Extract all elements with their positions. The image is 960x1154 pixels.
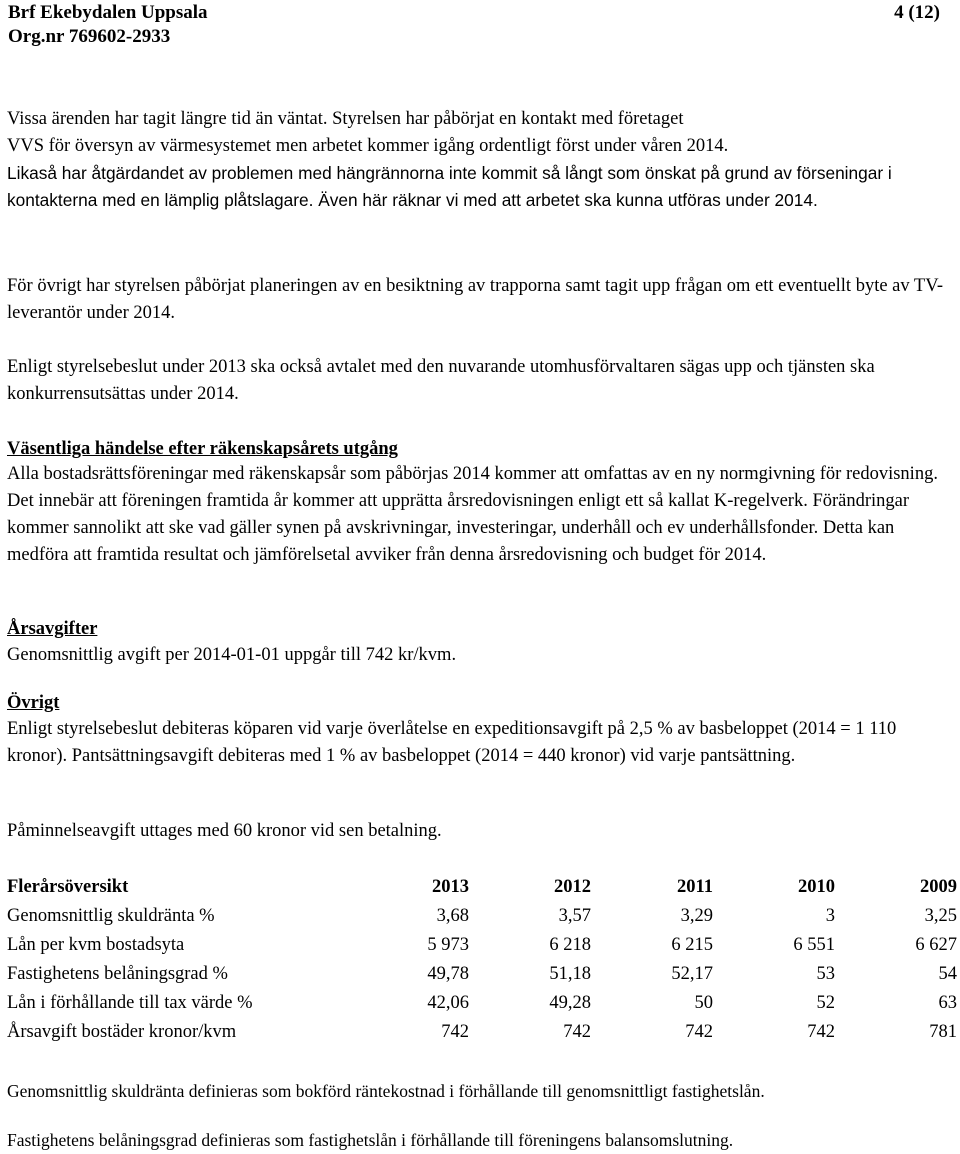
table-cell: 50 [694, 993, 713, 1013]
paragraph-delays-line1: Vissa ärenden har tagit längre tid än väntat. Styrelsen har påbörjat en kontakt med företaget [7, 109, 684, 129]
table-cell: 6 215 [671, 935, 713, 955]
table-cell: 54 [938, 964, 957, 984]
row-label: Genomsnittlig skuldränta % [7, 906, 215, 926]
paragraph-reminder: Påminnelseavgift uttages med 60 kronor vid sen betalning. [7, 821, 442, 841]
heading-other: Övrigt [7, 693, 60, 713]
table-cell: 49,28 [549, 993, 591, 1013]
footnote-ltv-definition: Fastighetens belåningsgrad definieras som fastighetslån i förhållande till föreningens balansomslutning. [7, 1130, 734, 1150]
table-cell: 51,18 [549, 964, 591, 984]
row-label: Fastighetens belåningsgrad % [7, 964, 228, 984]
paragraph-gutters: Likaså har åtgärdandet av problemen med hängrännorna inte kommit så långt som önskat på grund av förseningar i kontakterna med en lämplig plåtslagare. Även här räknar vi med att arbetet ska kunna utföras under 2014. [7, 163, 892, 210]
paragraph-delays-line2: VVS för översyn av värmesystemet men arbetet kommer igång ordentligt först under våren 2014. [7, 136, 729, 156]
row-label: Lån per kvm bostadsyta [7, 935, 185, 955]
org-number: Org.nr 769602-2933 [8, 26, 171, 47]
table-cell: 63 [938, 993, 957, 1013]
table-cell: 3,68 [436, 906, 469, 926]
paragraph-stairs-tv: För övrigt har styrelsen påbörjat planeringen av en besiktning av trapporna samt tagit upp frågan om ett eventuellt byte av TV-leverantör under 2014. [7, 276, 944, 323]
paragraph-events: Alla bostadsrättsföreningar med räkenskapsår som påbörjas 2014 kommer att omfattas av en ny normgivning för redovisning. Det innebär att föreningen framtida år kommer att upprätta årsredovisningen enligt ett så kallat K-regelverk. Förändringar kommer sannolikt att ske vad gäller synen på avskrivningar, investeringar, underhåll och ev underhållsfonder. Detta kan medföra att framtida resultat och jämförelsetal avviker från denna årsredovisning och budget för 2014. [7, 464, 938, 565]
table-cell: 42,06 [427, 993, 469, 1013]
table-cell: 52,17 [671, 964, 713, 984]
heading-fees: Årsavgifter [7, 619, 98, 639]
footnote-interest-definition: Genomsnittlig skuldränta definieras som bokförd räntekostnad i förhållande till genomsnittligt fastighetslån. [7, 1081, 765, 1101]
table-cell: 742 [563, 1022, 591, 1042]
table-title: Flerårsöversikt [7, 877, 129, 897]
table-cell: 6 627 [915, 935, 957, 955]
org-name: Brf Ekebydalen Uppsala [8, 2, 208, 23]
table-cell: 742 [807, 1022, 835, 1042]
table-cell: 53 [816, 964, 835, 984]
table-cell: 3 [825, 906, 835, 926]
heading-events: Väsentliga händelse efter räkenskapsårets utgång [7, 439, 398, 459]
paragraph-caretaker: Enligt styrelsebeslut under 2013 ska också avtalet med den nuvarande utomhusförvaltaren sägas upp och tjänsten ska konkurrensutsättas under 2014. [7, 357, 875, 404]
table-row [4, 1018, 960, 1047]
paragraph-other: Enligt styrelsebeslut debiteras köparen vid varje överlåtelse en expeditionsavgift på 2,5 % av basbeloppet (2014 = 1 110 kronor). Pantsättningsavgift debiteras med 1 % av basbeloppet (2014 = 440 kronor) vid varje pantsättning. [7, 719, 897, 766]
table-cell: 6 218 [549, 935, 591, 955]
table-cell: 3,25 [924, 906, 957, 926]
table-row [4, 902, 960, 931]
column-header: 2009 [920, 877, 957, 897]
column-header: 2011 [677, 877, 713, 897]
table-cell: 49,78 [427, 964, 469, 984]
column-header: 2010 [798, 877, 835, 897]
page-number: 4 (12) [894, 2, 940, 23]
table-cell: 3,57 [558, 906, 591, 926]
table-header-row [4, 873, 960, 902]
table-cell: 742 [441, 1022, 469, 1042]
table-row [4, 931, 960, 960]
table-cell: 781 [929, 1022, 957, 1042]
paragraph-fees: Genomsnittlig avgift per 2014-01-01 uppgår till 742 kr/kvm. [7, 645, 457, 665]
table-cell: 6 551 [793, 935, 835, 955]
table-cell: 52 [816, 993, 835, 1013]
multi-year-overview-table [4, 873, 960, 1047]
row-label: Lån i förhållande till tax värde % [7, 993, 253, 1013]
column-header: 2013 [432, 877, 469, 897]
table-cell: 3,29 [680, 906, 713, 926]
table-row [4, 989, 960, 1018]
row-label: Årsavgift bostäder kronor/kvm [7, 1022, 237, 1042]
table-row [4, 960, 960, 989]
column-header: 2012 [554, 877, 591, 897]
table-cell: 5 973 [427, 935, 469, 955]
table-cell: 742 [685, 1022, 713, 1042]
